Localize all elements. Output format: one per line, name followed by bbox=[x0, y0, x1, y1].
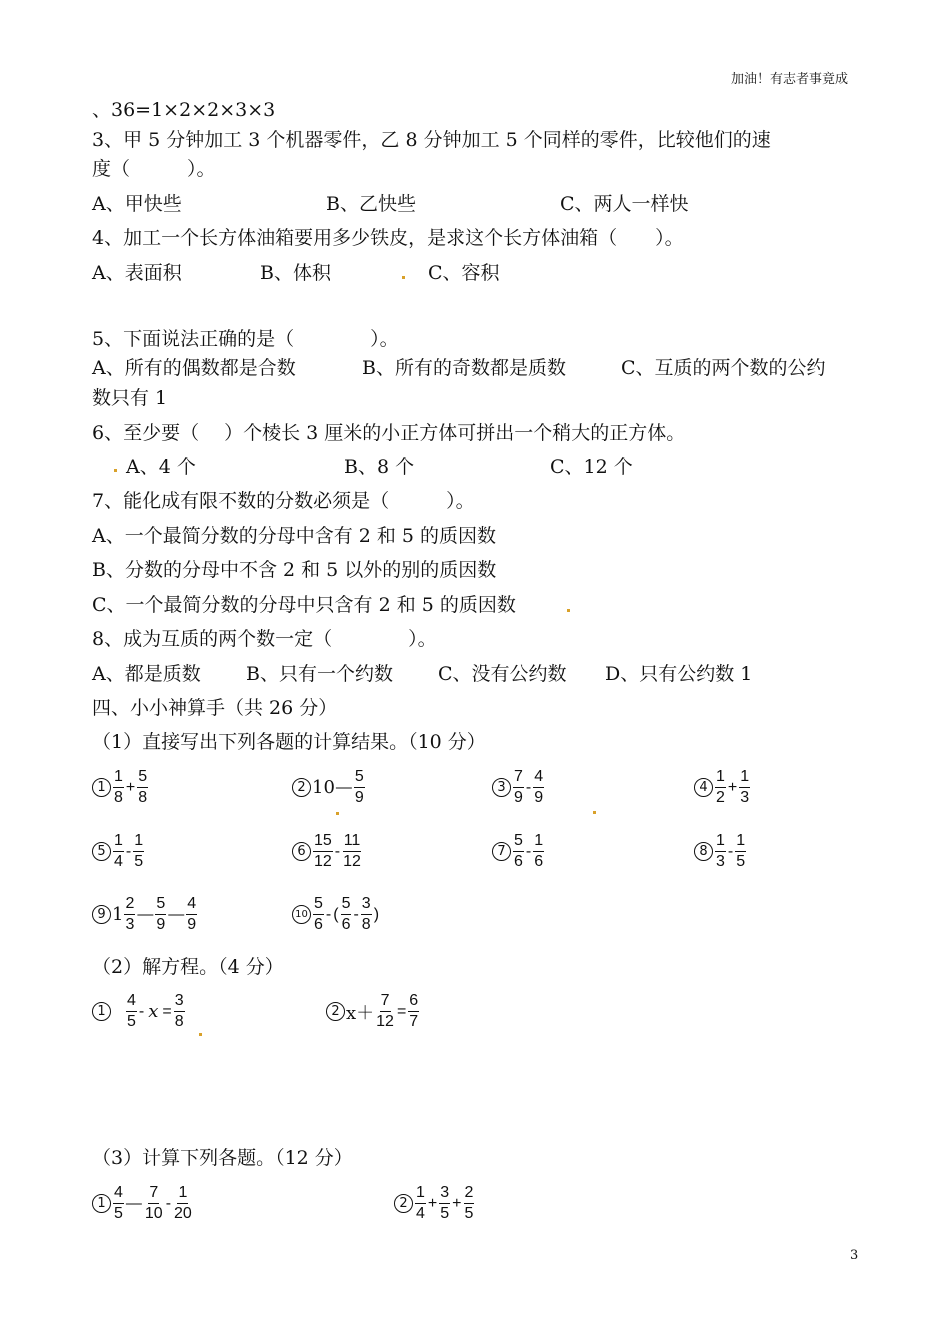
fraction: $\frac{4}{9}$ bbox=[534, 768, 544, 806]
option-4c: C、容积 bbox=[428, 262, 500, 284]
item-number: 2 bbox=[394, 1194, 413, 1213]
calc-item-9: 9 1 $\frac{2}{3}$ — $\frac{5}{9}$ — $\frac{4}{9}$ bbox=[92, 895, 198, 934]
compute-item-2: 2 $\frac{1}{4}$ + $\frac{3}{5}$ + $\frac{2}{5}$ bbox=[394, 1184, 475, 1223]
fraction: $\frac{1}{4}$ bbox=[114, 832, 123, 870]
option-5b: B、所有的奇数都是质数 bbox=[362, 357, 566, 379]
equation-1: 1 $\frac{4}{5}$ - x = $\frac{3}{8}$ bbox=[92, 992, 186, 1031]
option-8c: C、没有公约数 bbox=[438, 663, 567, 685]
calc-item-6: 6 $\frac{15}{12}$ - $\frac{11}{12}$ bbox=[292, 832, 363, 871]
fraction: $\frac{3}{8}$ bbox=[174, 992, 184, 1030]
fraction: $\frac{7}{9}$ bbox=[514, 768, 523, 806]
item-number: 5 bbox=[92, 842, 111, 861]
marker-dot bbox=[593, 811, 596, 814]
calc-item-10: 10 $\frac{5}{6}$ - ( $\frac{5}{6}$ - $\frac{3}{8}$ ) bbox=[292, 895, 380, 934]
fraction: $\frac{1}{5}$ bbox=[134, 832, 144, 870]
fraction: $\frac{1}{5}$ bbox=[736, 832, 746, 870]
fraction: $\frac{3}{8}$ bbox=[361, 895, 371, 933]
option-6a: A、4 个 bbox=[126, 456, 196, 478]
option-3a: A、甲快些 bbox=[92, 193, 182, 215]
option-5a: A、所有的偶数都是合数 bbox=[92, 357, 296, 379]
question-6: 6、至少要（ ）个棱长 3 厘米的小正方体可拼出一个稍大的正方体。 bbox=[92, 422, 686, 444]
section-title: 四、小小神算手（共 26 分） bbox=[92, 697, 338, 719]
question-8: 8、成为互质的两个数一定（ ）。 bbox=[92, 628, 437, 650]
option-6c: C、12 个 bbox=[550, 456, 633, 478]
fraction: $\frac{4}{9}$ bbox=[187, 895, 197, 933]
fraction: $\frac{2}{5}$ bbox=[464, 1184, 474, 1222]
item-number: 1 bbox=[92, 1002, 111, 1021]
header-motto: 加油！有志者事竟成 bbox=[731, 72, 849, 87]
item-number: 2 bbox=[292, 778, 311, 797]
operator: + bbox=[125, 778, 136, 796]
question-3-cont: 度（ ）。 bbox=[92, 158, 216, 180]
fraction: $\frac{1}{3}$ bbox=[740, 768, 750, 806]
option-8a: A、都是质数 bbox=[92, 663, 201, 685]
question-4: 4、加工一个长方体油箱要用多少铁皮，是求这个长方体油箱（ ）。 bbox=[92, 227, 684, 249]
marker-dot bbox=[336, 812, 339, 815]
fraction: $\frac{5}{9}$ bbox=[354, 768, 364, 806]
fraction: $\frac{5}{8}$ bbox=[138, 768, 148, 806]
marker-dot bbox=[114, 469, 117, 472]
fraction: $\frac{2}{3}$ bbox=[125, 895, 135, 933]
part-3-title: （3）计算下列各题。（12 分） bbox=[92, 1147, 353, 1169]
option-5c-cont: 数只有 1 bbox=[92, 387, 168, 409]
fraction: $\frac{1}{4}$ bbox=[416, 1184, 425, 1222]
item-number: 1 bbox=[92, 778, 111, 797]
fraction: $\frac{1}{20}$ bbox=[174, 1184, 192, 1222]
item-number: 10 bbox=[292, 905, 311, 924]
fraction: $\frac{4}{5}$ bbox=[127, 992, 136, 1030]
item-number: 4 bbox=[694, 778, 713, 797]
option-5c: C、互质的两个数的公约 bbox=[621, 357, 826, 379]
calc-item-1 bbox=[92, 768, 149, 807]
part-1-title: （1）直接写出下列各题的计算结果。（10 分） bbox=[92, 731, 486, 753]
item-number: 3 bbox=[492, 778, 511, 797]
calc-item-7: 7 $\frac{5}{6}$ - $\frac{1}{6}$ bbox=[492, 832, 545, 871]
fraction: $\frac{5}{6}$ bbox=[341, 895, 351, 933]
option-3c: C、两人一样快 bbox=[560, 193, 689, 215]
option-4a: A、表面积 bbox=[92, 262, 182, 284]
option-6b: B、8 个 bbox=[344, 456, 415, 478]
item-number: 2 bbox=[326, 1002, 345, 1021]
marker-dot bbox=[199, 1033, 202, 1036]
option-3b: B、乙快些 bbox=[326, 193, 416, 215]
part-2-title: （2）解方程。（4 分） bbox=[92, 956, 284, 978]
text-line: 、36=1×2×2×3×3 bbox=[92, 99, 276, 121]
fraction: $\frac{7}{10}$ bbox=[144, 1184, 163, 1222]
fraction: $\frac{4}{5}$ bbox=[114, 1184, 123, 1222]
option-7c: C、一个最简分数的分母中只含有 2 和 5 的质因数 bbox=[92, 594, 516, 616]
calc-item-5: 5 $\frac{1}{4}$ - $\frac{1}{5}$ bbox=[92, 832, 145, 871]
fraction: $\frac{11}{12}$ bbox=[343, 832, 361, 870]
fraction: $\frac{3}{5}$ bbox=[440, 1184, 450, 1222]
calc-item-8: 8 $\frac{1}{3}$ - $\frac{1}{5}$ bbox=[694, 832, 747, 871]
option-7b: B、分数的分母中不含 2 和 5 以外的别的质因数 bbox=[92, 559, 497, 581]
question-3: 3、甲 5 分钟加工 3 个机器零件，乙 8 分钟加工 5 个同样的零件，比较他们的速 bbox=[92, 129, 771, 151]
compute-item-1: 1 $\frac{4}{5}$ — $\frac{7}{10}$ - $\frac{1}{20}$ bbox=[92, 1184, 194, 1223]
marker-dot bbox=[567, 609, 570, 612]
calc-item-3: 3 $\frac{7}{9}$ - $\frac{4}{9}$ bbox=[492, 768, 545, 807]
fraction: $\frac{6}{7}$ bbox=[409, 992, 419, 1030]
fraction: $\frac{15}{12}$ bbox=[314, 832, 332, 870]
fraction: $\frac{1}{8}$ bbox=[114, 768, 123, 806]
fraction: $\frac{1}{6}$ bbox=[534, 832, 544, 870]
item-number: 1 bbox=[92, 1194, 111, 1213]
marker-dot bbox=[402, 276, 405, 279]
option-8d: D、只有公约数 1 bbox=[605, 663, 753, 685]
fraction: $\frac{5}{9}$ bbox=[156, 895, 166, 933]
fraction: $\frac{7}{12}$ bbox=[376, 992, 394, 1030]
fraction: $\frac{5}{6}$ bbox=[314, 895, 323, 933]
equation-2: 2 x＋ $\frac{7}{12}$ = $\frac{6}{7}$ bbox=[326, 992, 420, 1031]
fraction: $\frac{1}{3}$ bbox=[716, 832, 725, 870]
item-number: 6 bbox=[292, 842, 311, 861]
item-number: 7 bbox=[492, 842, 511, 861]
option-8b: B、只有一个约数 bbox=[246, 663, 393, 685]
question-7: 7、能化成有限不数的分数必须是（ ）。 bbox=[92, 490, 475, 512]
fraction: $\frac{5}{6}$ bbox=[514, 832, 523, 870]
calc-item-2: 2 10 — $\frac{5}{9}$ bbox=[292, 768, 366, 807]
question-5: 5、下面说法正确的是（ ）。 bbox=[92, 328, 399, 350]
item-number: 8 bbox=[694, 842, 713, 861]
page-number: 3 bbox=[850, 1248, 859, 1263]
item-number: 9 bbox=[92, 905, 111, 924]
fraction: $\frac{1}{2}$ bbox=[716, 768, 725, 806]
option-4b: B、体积 bbox=[260, 262, 331, 284]
calc-item-4: 4 $\frac{1}{2}$ + $\frac{1}{3}$ bbox=[694, 768, 751, 807]
option-7a: A、一个最简分数的分母中含有 2 和 5 的质因数 bbox=[92, 525, 497, 547]
